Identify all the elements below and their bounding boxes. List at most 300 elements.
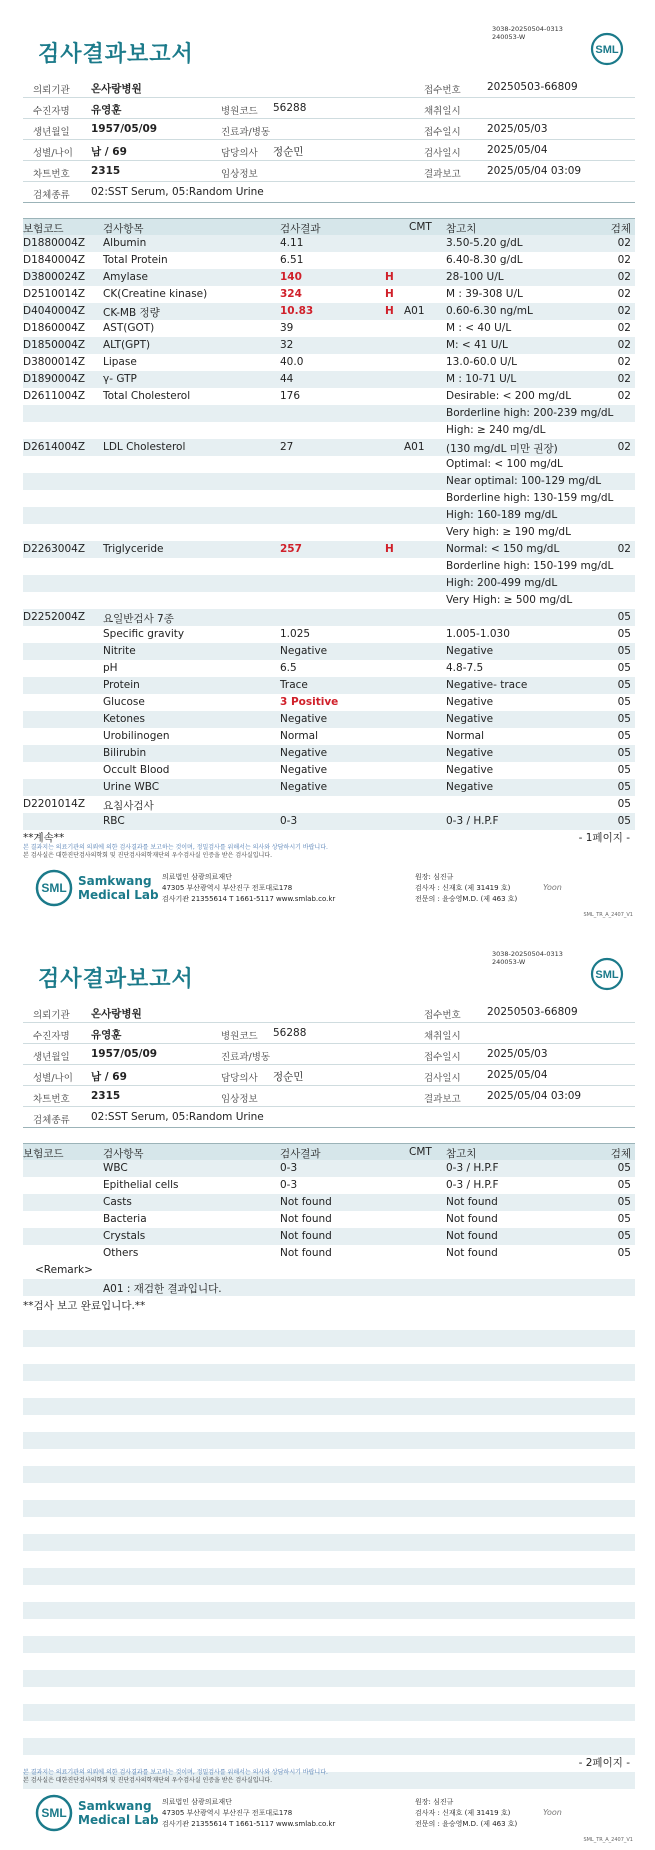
report-date-value: 2025/05/04 03:09 <box>487 1090 582 1102</box>
result-code: D1840004Z <box>23 254 86 266</box>
result-value: 27 <box>280 441 294 453</box>
result-value: 10.83 <box>280 305 314 317</box>
result-specimen: 05 <box>617 764 631 776</box>
result-row <box>23 303 635 320</box>
result-ref: Negative <box>446 764 494 776</box>
continued-label: **계속** <box>23 832 65 844</box>
footer-specialist: 전문의 : 윤승영M.D. (제 463 호) <box>415 1820 518 1828</box>
result-ref: 6.40-8.30 g/dL <box>446 254 523 266</box>
result-value: 6.5 <box>280 662 297 674</box>
footer-director: 원장: 심진규 <box>415 1798 454 1806</box>
hospital-value: 온사랑병원 <box>91 83 142 95</box>
receipt-no-label: 접수번호 <box>424 1010 461 1021</box>
blank-row <box>23 1347 635 1364</box>
footer-signature-p2: Yoon <box>543 1808 562 1817</box>
blank-row <box>23 1466 635 1483</box>
result-ref: Not found <box>446 1213 498 1225</box>
patient-info-p2 <box>23 1002 635 1128</box>
result-ref: 3.50-5.20 g/dL <box>446 237 523 249</box>
result-specimen: 05 <box>617 611 631 623</box>
remark-done: **검사 보고 완료입니다.** <box>23 1300 146 1312</box>
result-ref: Negative <box>446 645 494 657</box>
footer-sml-logo-icon-p2 <box>35 1794 73 1832</box>
collect-date-label: 채취일시 <box>424 106 461 117</box>
result-row <box>23 473 635 490</box>
footer-company-p2 <box>78 1799 159 1827</box>
clinical-label: 임상정보 <box>221 169 258 180</box>
blank-row <box>23 1653 635 1670</box>
result-specimen: 05 <box>617 815 631 827</box>
result-item: Casts <box>103 1196 132 1208</box>
sml-logo-icon-p2 <box>590 957 624 991</box>
result-specimen: 02 <box>617 356 631 368</box>
dob-value: 1957/05/09 <box>91 123 158 135</box>
result-item: RBC <box>103 815 125 827</box>
result-value: Negative <box>280 764 328 776</box>
blank-row <box>23 1313 635 1330</box>
footer-specialist: 전문의 : 윤승영M.D. (제 463 호) <box>415 895 518 903</box>
chart-label: 차트번호 <box>33 169 70 180</box>
document-id <box>492 25 563 41</box>
dept-label: 진료과/병동 <box>221 127 271 138</box>
footer-director: 원장: 심진규 <box>415 873 454 881</box>
col-specimen: 검체 <box>610 223 631 235</box>
footer-staff <box>415 872 517 905</box>
blank-row <box>23 1551 635 1568</box>
result-row <box>23 813 635 830</box>
result-specimen: 05 <box>617 628 631 640</box>
blank-row <box>23 1636 635 1653</box>
footer-address-line: 47305 부산광역시 부산진구 전포대로178 <box>162 1809 293 1817</box>
dept-label: 진료과/병동 <box>221 1052 271 1063</box>
doctor-label: 담당의사 <box>221 148 258 159</box>
result-ref: Not found <box>446 1196 498 1208</box>
result-row <box>23 439 635 456</box>
result-ref: Optimal: < 100 mg/dL <box>446 458 563 470</box>
col-code: 보험코드 <box>23 223 64 235</box>
result-row <box>23 660 635 677</box>
result-code: D2201014Z <box>23 798 86 810</box>
result-row <box>23 1194 635 1211</box>
result-cmt: A01 <box>404 441 425 453</box>
result-value: Negative <box>280 747 328 759</box>
result-row <box>23 354 635 371</box>
blank-row <box>23 1432 635 1449</box>
result-value: 0-3 <box>280 1179 298 1191</box>
patient-info <box>23 77 635 203</box>
footer-staff-p2 <box>415 1797 517 1830</box>
result-code: D3800024Z <box>23 271 86 283</box>
footer-sml-logo-icon <box>35 869 73 907</box>
remark-a01-row <box>23 1279 635 1296</box>
result-ref: Borderline high: 130-159 mg/dL <box>446 492 614 504</box>
result-ref: M : 39-308 U/L <box>446 288 523 300</box>
result-specimen: 05 <box>617 713 631 725</box>
sml-logo-icon <box>590 32 624 66</box>
col-ref: 참고치 <box>446 223 477 235</box>
result-code: D4040004Z <box>23 305 86 317</box>
result-value: 176 <box>280 390 301 402</box>
result-value: Negative <box>280 781 328 793</box>
result-code: D1850004Z <box>23 339 86 351</box>
result-item: Ketones <box>103 713 145 725</box>
receipt-date-value: 2025/05/03 <box>487 1048 548 1060</box>
footer-address-p2 <box>162 1797 335 1830</box>
sml-logo-text: SML <box>595 44 619 56</box>
col-result: 검사결과 <box>280 223 321 235</box>
result-code: D2510014Z <box>23 288 86 300</box>
document-id-p2 <box>492 950 563 966</box>
footer-company <box>78 874 159 902</box>
result-specimen: 05 <box>617 781 631 793</box>
result-value: Not found <box>280 1247 332 1259</box>
result-value: 324 <box>280 288 302 300</box>
col-item: 검사항목 <box>103 1148 144 1160</box>
hosp-code-label: 병원코드 <box>221 106 258 117</box>
chart-value: 2315 <box>91 1090 121 1102</box>
receipt-no-label: 접수번호 <box>424 85 461 96</box>
info-row-name-p2 <box>23 1023 635 1044</box>
result-ref: Borderline high: 150-199 mg/dL <box>446 560 614 572</box>
col-item: 검사항목 <box>103 223 144 235</box>
test-date-value: 2025/05/04 <box>487 144 548 156</box>
blank-row <box>23 1500 635 1517</box>
result-row <box>23 796 635 813</box>
result-row <box>23 609 635 626</box>
result-item: Amylase <box>103 271 148 283</box>
blank-row <box>23 1602 635 1619</box>
report-title: 검사결과보고서 <box>38 42 194 67</box>
result-code: D2252004Z <box>23 611 86 623</box>
results-header-p2 <box>23 1143 635 1160</box>
footer-reg: 검사기관 21355614 T 1661-5117 www.smlab.co.kr <box>162 1820 336 1828</box>
footer-address-line: 47305 부산광역시 부산진구 전포대로178 <box>162 884 293 892</box>
result-ref: Normal: < 150 mg/dL <box>446 543 560 555</box>
dob-value: 1957/05/09 <box>91 1048 158 1060</box>
result-ref: M : < 40 U/L <box>446 322 512 334</box>
result-row <box>23 507 635 524</box>
result-specimen: 02 <box>617 271 631 283</box>
result-item: Protein <box>103 679 140 691</box>
result-ref: Near optimal: 100-129 mg/dL <box>446 475 602 487</box>
result-ref: Negative <box>446 747 494 759</box>
hosp-code-value: 56288 <box>273 1027 307 1039</box>
result-specimen: 02 <box>617 254 631 266</box>
result-row <box>23 456 635 473</box>
result-ref: 28-100 U/L <box>446 271 504 283</box>
chart-label: 차트번호 <box>33 1094 70 1105</box>
result-row <box>23 490 635 507</box>
result-row <box>23 235 635 252</box>
page-number-1: - 1페이지 - <box>578 832 630 844</box>
specimen-value: 02:SST Serum, 05:Random Urine <box>91 186 264 198</box>
receipt-no-value: 20250503-66809 <box>487 81 578 93</box>
specimen-label: 검체종류 <box>33 1115 70 1126</box>
result-specimen: 05 <box>617 730 631 742</box>
info-row-dob <box>23 119 635 140</box>
result-row <box>23 1245 635 1262</box>
page-number-2: - 2페이지 - <box>578 1757 630 1769</box>
result-item: Urine WBC <box>103 781 160 793</box>
result-specimen: 05 <box>617 747 631 759</box>
result-row <box>23 1228 635 1245</box>
sex-age-label: 성별/나이 <box>33 148 73 159</box>
result-value: 44 <box>280 373 294 385</box>
footer-notice-2: 본 검사실은 대한진단검사의학회 및 진단검사의학재단의 우수검사실 인증을 받은 검사실입니다. <box>23 852 273 859</box>
sex-age-value: 남 / 69 <box>91 1071 127 1083</box>
result-ref: High: 160-189 mg/dL <box>446 509 558 521</box>
result-ref: High: 200-499 mg/dL <box>446 577 558 589</box>
result-ref: Desirable: < 200 mg/dL <box>446 390 572 402</box>
blank-row <box>23 1364 635 1381</box>
hospital-value: 온사랑병원 <box>91 1008 142 1020</box>
result-specimen: 05 <box>617 662 631 674</box>
info-row-specimen <box>23 182 635 203</box>
sex-age-label: 성별/나이 <box>33 1073 73 1084</box>
remark-heading-row <box>23 1262 635 1279</box>
result-value: Negative <box>280 713 328 725</box>
test-date-value: 2025/05/04 <box>487 1069 548 1081</box>
result-item: Bacteria <box>103 1213 147 1225</box>
result-item: Urobilinogen <box>103 730 170 742</box>
result-row <box>23 286 635 303</box>
doctor-value: 정순민 <box>273 1071 304 1083</box>
result-row <box>23 541 635 558</box>
footer-org: 의료법인 삼광의료재단 <box>162 1798 232 1806</box>
footer-notice-1-p2: 본 결과지는 의료기관의 의뢰에 의한 검사결과를 보고하는 것이며, 정밀검사를 위해서는 의사와 상담하시기 바랍니다. <box>23 1769 328 1776</box>
footer-examiner: 검사자 : 신재호 (제 31419 호) <box>415 1809 511 1817</box>
result-row <box>23 762 635 779</box>
results-header <box>23 218 635 235</box>
result-specimen: 05 <box>617 679 631 691</box>
result-specimen: 02 <box>617 322 631 334</box>
report-date-value: 2025/05/04 03:09 <box>487 165 582 177</box>
footer-signature: Yoon <box>543 883 562 892</box>
result-value: 3 Positive <box>280 696 339 708</box>
result-row <box>23 711 635 728</box>
document-id-line2-p2: 240053-W <box>492 958 526 966</box>
sex-age-value: 남 / 69 <box>91 146 127 158</box>
company-line2: Medical Lab <box>78 888 159 902</box>
result-row <box>23 371 635 388</box>
test-date-label: 검사일시 <box>424 148 461 159</box>
document-id-line2: 240053-W <box>492 33 526 41</box>
info-row-hospital-p2 <box>23 1002 635 1023</box>
result-row <box>23 745 635 762</box>
result-item: CK-MB 정량 <box>103 307 160 319</box>
result-specimen: 05 <box>617 798 631 810</box>
footer-notice-2-p2: 본 검사실은 대한진단검사의학회 및 진단검사의학재단의 우수검사실 인증을 받은 검사실입니다. <box>23 1777 273 1784</box>
result-ref: M : 10-71 U/L <box>446 373 517 385</box>
result-specimen: 05 <box>617 1230 631 1242</box>
sml-logo-text-p2: SML <box>595 969 619 981</box>
company-line1: Samkwang <box>78 1799 152 1813</box>
col-ref: 참고치 <box>446 1148 477 1160</box>
result-row <box>23 422 635 439</box>
result-value: Normal <box>280 730 318 742</box>
result-row <box>23 320 635 337</box>
blank-row <box>23 1568 635 1585</box>
name-value: 유영훈 <box>91 104 122 116</box>
blank-row <box>23 1483 635 1500</box>
blank-row <box>23 1670 635 1687</box>
result-specimen: 05 <box>617 1247 631 1259</box>
report-date-label: 결과보고 <box>424 169 461 180</box>
result-row <box>23 524 635 541</box>
result-value: 39 <box>280 322 294 334</box>
result-ref: Not found <box>446 1247 498 1259</box>
result-code: D1860004Z <box>23 322 86 334</box>
result-row <box>23 626 635 643</box>
result-ref: Negative- trace <box>446 679 528 691</box>
info-row-chart-p2 <box>23 1086 635 1107</box>
blank-row <box>23 1381 635 1398</box>
result-item: Glucose <box>103 696 145 708</box>
result-specimen: 02 <box>617 390 631 402</box>
result-row <box>23 337 635 354</box>
result-ref: Negative <box>446 781 494 793</box>
blank-row <box>23 1449 635 1466</box>
col-specimen: 검체 <box>610 1148 631 1160</box>
result-cmt: A01 <box>404 305 425 317</box>
result-specimen: 05 <box>617 1162 631 1174</box>
result-value: Negative <box>280 645 328 657</box>
result-row <box>23 269 635 286</box>
footer-version: SML_TR_A_2407_V1 <box>583 912 633 918</box>
results-body-page1 <box>23 235 635 830</box>
result-code: D1890004Z <box>23 373 86 385</box>
result-ref: 1.005-1.030 <box>446 628 510 640</box>
result-code: D1880004Z <box>23 237 86 249</box>
report-date-label: 결과보고 <box>424 1094 461 1105</box>
footer-logo-text-p2: SML <box>41 1806 67 1820</box>
result-item: Lipase <box>103 356 137 368</box>
result-row <box>23 558 635 575</box>
result-row <box>23 779 635 796</box>
result-item: γ- GTP <box>103 373 137 385</box>
result-value: 32 <box>280 339 294 351</box>
result-item: ALT(GPT) <box>103 339 151 351</box>
blank-row <box>23 1704 635 1721</box>
result-ref: Negative <box>446 696 494 708</box>
result-item: Nitrite <box>103 645 136 657</box>
result-flag: H <box>385 271 394 283</box>
col-code: 보험코드 <box>23 1148 64 1160</box>
result-value: 0-3 <box>280 815 298 827</box>
blank-row <box>23 1619 635 1636</box>
result-specimen: 02 <box>617 543 631 555</box>
result-row <box>23 677 635 694</box>
result-ref: Borderline high: 200-239 mg/dL <box>446 407 614 419</box>
info-row-dob-p2 <box>23 1044 635 1065</box>
result-ref: 0-3 / H.P.F <box>446 1162 499 1174</box>
dob-label: 생년월일 <box>33 1052 70 1063</box>
result-item: pH <box>103 662 118 674</box>
hospital-label: 의뢰기관 <box>33 85 70 96</box>
remark-heading: <Remark> <box>35 1264 93 1276</box>
result-specimen: 02 <box>617 373 631 385</box>
document-id-line1: 3038-20250504-0313 <box>492 25 563 33</box>
result-value: 6.51 <box>280 254 304 266</box>
result-item: Total Cholesterol <box>103 390 191 402</box>
result-ref: Very high: ≥ 190 mg/dL <box>446 526 571 538</box>
document-id-line1-p2: 3038-20250504-0313 <box>492 950 563 958</box>
result-ref: High: ≥ 240 mg/dL <box>446 424 546 436</box>
result-item: CK(Creatine kinase) <box>103 288 208 300</box>
remark-a01: A01 : 재검한 결과입니다. <box>103 1283 222 1295</box>
result-item: 요일반검사 7종 <box>103 613 174 625</box>
doctor-label: 담당의사 <box>221 1073 258 1084</box>
result-item: Bilirubin <box>103 747 147 759</box>
result-ref: Very High: ≥ 500 mg/dL <box>446 594 573 606</box>
info-row-name <box>23 98 635 119</box>
receipt-no-value: 20250503-66809 <box>487 1006 578 1018</box>
result-item: Occult Blood <box>103 764 170 776</box>
result-item: Epithelial cells <box>103 1179 179 1191</box>
result-row <box>23 252 635 269</box>
result-row <box>23 643 635 660</box>
receipt-date-label: 접수일시 <box>424 127 461 138</box>
result-item: Triglyceride <box>103 543 164 555</box>
result-row <box>23 592 635 609</box>
result-code: D2263004Z <box>23 543 86 555</box>
result-value: Not found <box>280 1196 332 1208</box>
receipt-date-value: 2025/05/03 <box>487 123 548 135</box>
results-table-page2 <box>23 1143 635 1806</box>
result-ref: 0-3 / H.P.F <box>446 815 499 827</box>
hosp-code-value: 56288 <box>273 102 307 114</box>
result-ref: Negative <box>446 713 494 725</box>
result-specimen: 05 <box>617 645 631 657</box>
name-label: 수진자명 <box>33 106 70 117</box>
info-row-sex-age <box>23 140 635 161</box>
result-code: D3800014Z <box>23 356 86 368</box>
footer-org: 의료법인 삼광의료재단 <box>162 873 232 881</box>
name-label: 수진자명 <box>33 1031 70 1042</box>
result-value: 140 <box>280 271 302 283</box>
result-row <box>23 1211 635 1228</box>
result-specimen: 05 <box>617 1179 631 1191</box>
collect-date-label: 채취일시 <box>424 1031 461 1042</box>
name-value: 유영훈 <box>91 1029 122 1041</box>
doctor-value: 정순민 <box>273 146 304 158</box>
col-cmt: CMT <box>409 1146 432 1158</box>
result-code: D2611004Z <box>23 390 86 402</box>
result-value: Trace <box>280 679 308 691</box>
result-value: 1.025 <box>280 628 311 640</box>
blank-row-area <box>23 1313 635 1806</box>
result-ref: 0.60-6.30 ng/mL <box>446 305 533 317</box>
report-page-2 <box>0 925 655 1850</box>
result-value: 0-3 <box>280 1162 298 1174</box>
result-row <box>23 728 635 745</box>
result-row <box>23 405 635 422</box>
result-value: 40.0 <box>280 356 304 368</box>
company-line2: Medical Lab <box>78 1813 159 1827</box>
result-item: 요침사검사 <box>103 800 154 812</box>
remark-done-row <box>23 1296 635 1313</box>
result-specimen: 02 <box>617 305 631 317</box>
blank-row <box>23 1534 635 1551</box>
info-row-hospital <box>23 77 635 98</box>
info-row-chart <box>23 161 635 182</box>
result-row <box>23 1177 635 1194</box>
footer-address <box>162 872 335 905</box>
result-value: Not found <box>280 1230 332 1242</box>
blank-row <box>23 1721 635 1738</box>
result-code: D2614004Z <box>23 441 86 453</box>
info-row-specimen-p2 <box>23 1107 635 1128</box>
